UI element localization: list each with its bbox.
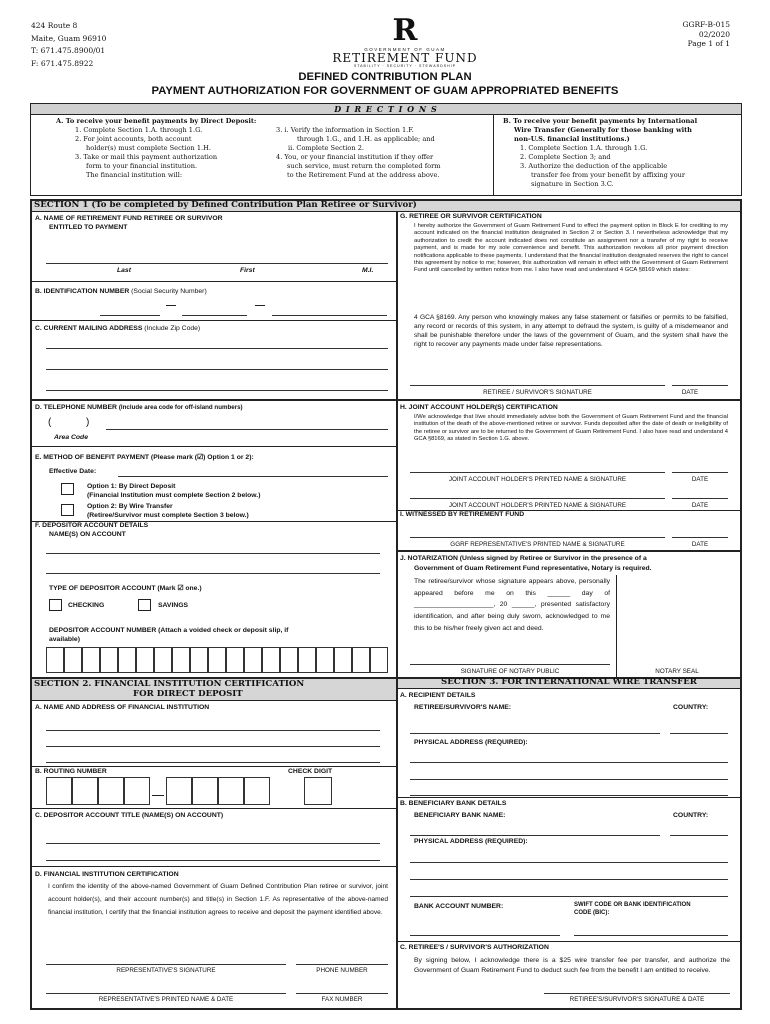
column-divider [396, 212, 398, 1010]
check-digit-label: CHECK DIGIT [288, 768, 333, 775]
effective-date-label: Effective Date: [49, 468, 97, 475]
ggrf-rep-caption: GGRF REPRESENTATIVE'S PRINTED NAME & SIGNATURE [450, 541, 625, 548]
routing-digit-box[interactable] [98, 777, 124, 805]
ssn-part1-input[interactable] [100, 315, 160, 316]
logo-name: RETIREMENT FUND [332, 51, 478, 65]
ssn-dash [166, 305, 176, 306]
account-name-input[interactable] [46, 553, 380, 554]
directions-divider [493, 115, 494, 196]
joint-holder2-input[interactable] [410, 498, 665, 499]
section1-title: SECTION 1 (To be completed by Defined Contribution Plan Retiree or Survivor) [34, 200, 417, 210]
option1-note: (Financial Institution must complete Section 2 below.) [87, 492, 261, 499]
retiree-signature-caption: RETIREE / SURVIVOR'S SIGNATURE [483, 389, 592, 396]
field-b-title: B. IDENTIFICATION NUMBER [35, 288, 130, 295]
bank-country-input[interactable] [670, 835, 728, 836]
recipient-country-label: COUNTRY: [673, 704, 709, 711]
field-c-title: C. CURRENT MAILING ADDRESS [35, 325, 143, 332]
joint-holder2-caption: JOINT ACCOUNT HOLDER'S PRINTED NAME & SIGNATURE [448, 502, 627, 509]
field-j-label: Government of Guam Retirement Fund representative, Notary is required. [414, 565, 652, 572]
phone-number-input[interactable] [296, 964, 388, 965]
routing-digit-box[interactable] [72, 777, 98, 805]
directions-b-step: 1. Complete Section 1.A. through 1.G. [520, 144, 648, 152]
directions-b-title: B. To receive your benefit payments by International [503, 117, 698, 125]
institution-certification-text: I confirm the identity of the above-named Government of Guam Defined Contribution Plan retiree or survivor, joint account holder(s), and their account number(s) and title(s) in Section 1.F. As representative of the above-named financial institution, I certify that the financial institution agrees to receive and deposit the payment identified above. [48, 883, 388, 916]
directions-a-step: form to your financial institution. [86, 162, 198, 170]
option2-note: (Retiree/Survivor must complete Section 3 below.) [87, 512, 249, 519]
account-title-input[interactable] [46, 860, 380, 861]
account-digit-box[interactable] [46, 647, 64, 673]
field-f-label: NAME(S) ON ACCOUNT [49, 531, 126, 538]
divider [32, 446, 396, 447]
directions-heading: D I R E C T I O N S [334, 104, 438, 114]
account-digit-box[interactable] [298, 647, 316, 673]
field-c-label [35, 325, 200, 333]
address-line: 424 Route 8 [31, 21, 78, 30]
bank-address-input[interactable] [410, 896, 728, 897]
divider [32, 399, 396, 401]
option2-label: Option 2: By Wire Transfer [87, 503, 173, 510]
field-g-label: G. RETIREE OR SURVIVOR CERTIFICATION [400, 213, 542, 220]
institution-address-input[interactable] [46, 730, 380, 731]
bank-address-input[interactable] [410, 862, 728, 863]
g-statute-text: 4 GCA §8169. Any person who knowingly makes any false statement or falsifies or permits to be falsified, any record or records of this system, in any attempt to defraud the system, is guilty of a misdemeanor and shall be punishable therefore under the laws of the government of Guam, and the system shall have the right to recover any payments made under false representations. [414, 314, 728, 348]
account-digit-box[interactable] [82, 647, 100, 673]
joint-holder1-input[interactable] [410, 472, 665, 473]
directions-a-step: holder(s) must complete Section 1.H. [86, 144, 211, 152]
account-type-label: TYPE OF DEPOSITOR ACCOUNT (Mark ☑ one.) [49, 585, 202, 592]
account-digit-box[interactable] [262, 647, 280, 673]
account-digit-box[interactable] [118, 647, 136, 673]
recipient-address-input[interactable] [410, 762, 728, 763]
form-title-line1: DEFINED CONTRIBUTION PLAN [298, 71, 472, 83]
notary-text: The retiree/survivor whose signature appears above, personally appeared before me on this ______ day of _____________________, 20 ______, presented satisfactory identification, and after being duly sworn, acknowledged to me this to be his/her freely given act and deed. [414, 578, 610, 632]
retiree-date-input[interactable] [672, 385, 728, 386]
logo-letter: R [392, 13, 418, 48]
recipient-name-label: RETIREE/SURVIVOR'S NAME: [414, 704, 512, 711]
account-digit-box[interactable] [64, 647, 82, 673]
field-j-label: J. NOTARIZATION (Unless signed by Retiree or Survivor in the presence of a [400, 555, 647, 562]
account-digit-box[interactable] [244, 647, 262, 673]
divider [32, 320, 396, 321]
wire-signature-input[interactable] [544, 993, 730, 994]
routing-digit-box[interactable] [124, 777, 150, 805]
divider [32, 808, 396, 809]
address-line: T: 671.475.8900/01 [31, 46, 106, 55]
option1-checkbox[interactable] [61, 483, 74, 495]
account-digit-box[interactable] [226, 647, 244, 673]
savings-label: SAVINGS [158, 602, 189, 609]
field-b-sub: (Social Security Number) [131, 288, 207, 295]
form-date: 02/2020 [698, 29, 730, 39]
logo-tagline: STABILITY · SECURITY · STEWARDSHIP [353, 64, 457, 68]
savings-checkbox[interactable] [138, 599, 151, 611]
rep-signature-input[interactable] [46, 964, 286, 965]
s2-field-c-label: C. DEPOSITOR ACCOUNT TITLE (NAME(S) ON ACCOUNT) [35, 812, 224, 819]
directions-b-title: Wire Transfer (Generally for those banking with [514, 126, 692, 134]
divider [398, 550, 740, 552]
bank-address-label: PHYSICAL ADDRESS (REQUIRED): [414, 838, 528, 845]
recipient-country-input[interactable] [670, 733, 728, 734]
return-address [31, 20, 106, 70]
paren-close: ) [86, 417, 90, 428]
seal-divider [616, 575, 617, 677]
rep-name-input[interactable] [46, 993, 286, 994]
form-id: GGRF-B-015 [682, 20, 730, 29]
directions-a-step: 4. You, or your financial institution if they offer [276, 153, 434, 161]
area-code-caption: Area Code [54, 434, 88, 441]
swift-code-input[interactable] [574, 935, 728, 936]
wire-authorization-text: By signing below, I acknowledge there is a $25 wire transfer fee per transfer, and authorize the Government of Guam Retirement Fund to deduct such fee from the benefit I am entitled to receive. [414, 957, 730, 974]
account-name-input[interactable] [46, 573, 380, 574]
field-f-label: F. DEPOSITOR ACCOUNT DETAILS [35, 522, 149, 529]
page-number: Page 1 of 1 [687, 39, 730, 48]
s3-field-a-label: A. RECIPIENT DETAILS [400, 692, 476, 699]
field-d-sub: (Include area code for off-island numbers) [118, 404, 243, 411]
bank-account-label: BANK ACCOUNT NUMBER: [414, 903, 504, 910]
institution-address-input[interactable] [46, 746, 380, 747]
recipient-address-input[interactable] [410, 779, 728, 780]
routing-dash [152, 795, 164, 796]
field-i-label: I. WITNESSED BY RETIREMENT FUND [400, 511, 525, 518]
date-caption: DATE [691, 541, 709, 548]
account-title-input[interactable] [46, 843, 380, 844]
mailing-address-input[interactable] [46, 390, 388, 391]
joint-holder1-date-input[interactable] [672, 472, 728, 473]
divider [32, 766, 396, 767]
directions-b-step: 3. Authorize the deduction of the applicable [520, 162, 668, 170]
directions-b-title: non-U.S. financial institutions.) [514, 135, 630, 143]
swift-label: SWIFT CODE OR BANK IDENTIFICATION [574, 902, 691, 908]
recipient-address-input[interactable] [410, 795, 728, 796]
date-caption: DATE [691, 476, 709, 483]
directions-a-step: ii. Complete Section 2. [288, 144, 365, 152]
s3-field-b-label: B. BENEFICIARY BANK DETAILS [400, 800, 507, 807]
wire-signature-caption: RETIREE'S/SURVIVOR'S SIGNATURE & DATE [569, 996, 705, 1003]
checking-label: CHECKING [68, 602, 105, 609]
ssn-dash [255, 305, 265, 306]
fax-number-input[interactable] [296, 993, 388, 994]
field-b-label [35, 288, 207, 296]
bank-name-label: BENEFICIARY BANK NAME: [414, 812, 506, 819]
paren-open: ( [48, 417, 52, 428]
joint-holder1-caption: JOINT ACCOUNT HOLDER'S PRINTED NAME & SIGNATURE [448, 476, 627, 483]
account-digit-box[interactable] [154, 647, 172, 673]
bank-name-input[interactable] [410, 835, 660, 836]
divider [32, 866, 396, 867]
routing-digit-box[interactable] [244, 777, 270, 805]
h-certification-text: I/We acknowledge that I/we should immediately advise both the Government of Guam Retirement Fund and the financial institution of the death of the above-mentioned retiree or survivor. Funds deposited after the date of death or ineligibility of the retiree or survivor are to be returned to the Government of Guam Retirement Fund. I also have read and understand 4 GCA §8169, as stated in Section 1.G. above. [414, 414, 728, 443]
account-digit-box[interactable] [208, 647, 226, 673]
field-e-label: E. METHOD OF BENEFIT PAYMENT (Please mark (☑) Option 1 or 2): [35, 454, 254, 461]
last-caption: Last [117, 267, 131, 274]
phone-caption: PHONE NUMBER [316, 967, 368, 974]
account-number-boxes[interactable] [46, 647, 389, 672]
bank-address-input[interactable] [410, 879, 728, 880]
notary-signature-input[interactable] [410, 664, 610, 665]
mi-caption: M.I. [362, 267, 374, 274]
account-digit-box[interactable] [100, 647, 118, 673]
field-a-label: A. NAME OF RETIREMENT FUND RETIREE OR SURVIVOR [35, 215, 223, 222]
checking-checkbox[interactable] [49, 599, 62, 611]
section3-title: SECTION 3. FOR INTERNATIONAL WIRE TRANSFER [441, 677, 697, 687]
divider [32, 281, 396, 282]
account-digit-box[interactable] [172, 647, 190, 673]
mailing-address-input[interactable] [46, 348, 388, 349]
divider [398, 399, 740, 401]
institution-address-input[interactable] [46, 762, 380, 763]
bank-country-label: COUNTRY: [673, 812, 709, 819]
joint-holder2-date-input[interactable] [672, 498, 728, 499]
address-line: F: 671.475.8922 [31, 58, 94, 68]
directions-a-step: 1. Complete Section 1.A. through 1.G. [75, 126, 203, 134]
ssn-part3-input[interactable] [272, 315, 387, 316]
retirement-fund-logo [330, 13, 480, 72]
effective-date-input[interactable] [118, 476, 388, 477]
field-d-label [35, 404, 243, 412]
account-digit-box[interactable] [370, 647, 388, 673]
field-c-sub: (Include Zip Code) [144, 325, 201, 332]
field-a-label: ENTITLED TO PAYMENT [49, 224, 128, 231]
account-digit-box[interactable] [280, 647, 298, 673]
directions-a-step: The financial institution will: [86, 171, 183, 179]
recipient-address-label: PHYSICAL ADDRESS (REQUIRED): [414, 739, 528, 746]
directions-a-step: to the Retirement Fund at the address above. [287, 171, 440, 179]
first-caption: First [240, 267, 255, 274]
phone-input[interactable] [106, 429, 388, 430]
bank-account-input[interactable] [410, 935, 560, 936]
swift-label: CODE (BIC): [574, 910, 610, 916]
divider [398, 797, 740, 798]
ssn-part2-input[interactable] [182, 315, 247, 316]
s3-field-c-label: C. RETIREE'S / SURVIVOR'S AUTHORIZATION [400, 944, 549, 951]
account-digit-box[interactable] [190, 647, 208, 673]
field-d-title: D. TELEPHONE NUMBER [35, 404, 117, 411]
directions-a-step: through 1.G., and 1.H. as applicable; and [297, 135, 435, 143]
rep-signature-caption: REPRESENTATIVE'S SIGNATURE [116, 967, 216, 974]
account-digit-box[interactable] [352, 647, 370, 673]
account-number-label: DEPOSITOR ACCOUNT NUMBER (Attach a voided check or deposit slip, if [49, 627, 289, 634]
g-certification-text: I hereby authorize the Government of Guam Retirement Fund to effect the payment option in Block E for crediting to my account indicated on the financial institution designated in Section 2 or Section 3. I nevertheless acknowledge that my authorization to credit the account indicated does not constitute an assignment nor a transfer of my right to receive payment, and is made for my sole convenience and benefit. This authorization revokes all prior payment direction notifications applicable to these payments. I understand that the financial institution designated reserves the right to cancel this agreement by notice to me; however, this authorization will remain in effect with the Government of Guam Retirement Fund until cancelled by written notice from me. I also have read and understand 4 GCA §8169 which states: [414, 223, 728, 274]
directions-a-title: A. To receive your benefit payments by Direct Deposit: [56, 117, 257, 125]
account-number-label: available) [49, 636, 80, 643]
rep-name-caption: REPRESENTATIVE'S PRINTED NAME & DATE [98, 996, 234, 1003]
directions-b-step: 2. Complete Section 3; and [520, 153, 611, 161]
account-digit-box[interactable] [316, 647, 334, 673]
logo-gov: GOVERNMENT OF GUAM [364, 47, 446, 52]
section2-title: FOR DIRECT DEPOSIT [133, 689, 243, 699]
directions-a-step: 3. i. Verify the information in Section 1.F. [276, 126, 414, 134]
name-input[interactable] [46, 263, 388, 264]
mailing-address-input[interactable] [46, 369, 388, 370]
check-digit-box[interactable] [304, 777, 332, 805]
ggrf-rep-input[interactable] [410, 537, 665, 538]
directions-a-step: 2. For joint accounts, both account [75, 135, 192, 143]
notary-seal-caption: NOTARY SEAL [655, 668, 699, 675]
date-caption: DATE [681, 389, 699, 396]
s2-field-b-label: B. ROUTING NUMBER [35, 768, 107, 775]
field-h-label: H. JOINT ACCOUNT HOLDER(S) CERTIFICATION [400, 404, 558, 411]
divider [398, 941, 740, 942]
directions-b-step: transfer fee from your benefit by affixing your [531, 171, 686, 179]
routing-digit-box[interactable] [166, 777, 192, 805]
routing-digit-box[interactable] [192, 777, 218, 805]
option2-checkbox[interactable] [61, 504, 74, 516]
account-digit-box[interactable] [136, 647, 154, 673]
s2-field-d-label: D. FINANCIAL INSTITUTION CERTIFICATION [35, 871, 179, 878]
notary-signature-caption: SIGNATURE OF NOTARY PUBLIC [460, 668, 560, 675]
routing-number-boxes[interactable] [46, 777, 296, 807]
directions-a-step: such service, must return the completed form [287, 162, 441, 170]
ggrf-rep-date-input[interactable] [672, 537, 728, 538]
address-line: Maite, Guam 96910 [31, 33, 107, 43]
directions-b-step: signature in Section 3.C. [531, 180, 614, 188]
form-meta [682, 20, 730, 49]
account-digit-box[interactable] [334, 647, 352, 673]
section2-title: SECTION 2. FINANCIAL INSTITUTION CERTIFICATION [34, 679, 305, 689]
date-caption: DATE [691, 502, 709, 509]
s2-field-a-label: A. NAME AND ADDRESS OF FINANCIAL INSTITUTION [35, 704, 210, 711]
recipient-name-input[interactable] [410, 733, 660, 734]
option1-label: Option 1: By Direct Deposit [87, 483, 176, 490]
fax-caption: FAX NUMBER [321, 996, 363, 1003]
directions-a-step: 3. Take or mail this payment authorization [75, 153, 218, 161]
retiree-signature-input[interactable] [410, 385, 665, 386]
routing-digit-box[interactable] [218, 777, 244, 805]
form-title-line2: PAYMENT AUTHORIZATION FOR GOVERNMENT OF GUAM APPROPRIATED BENEFITS [151, 85, 619, 97]
routing-digit-box[interactable] [46, 777, 72, 805]
